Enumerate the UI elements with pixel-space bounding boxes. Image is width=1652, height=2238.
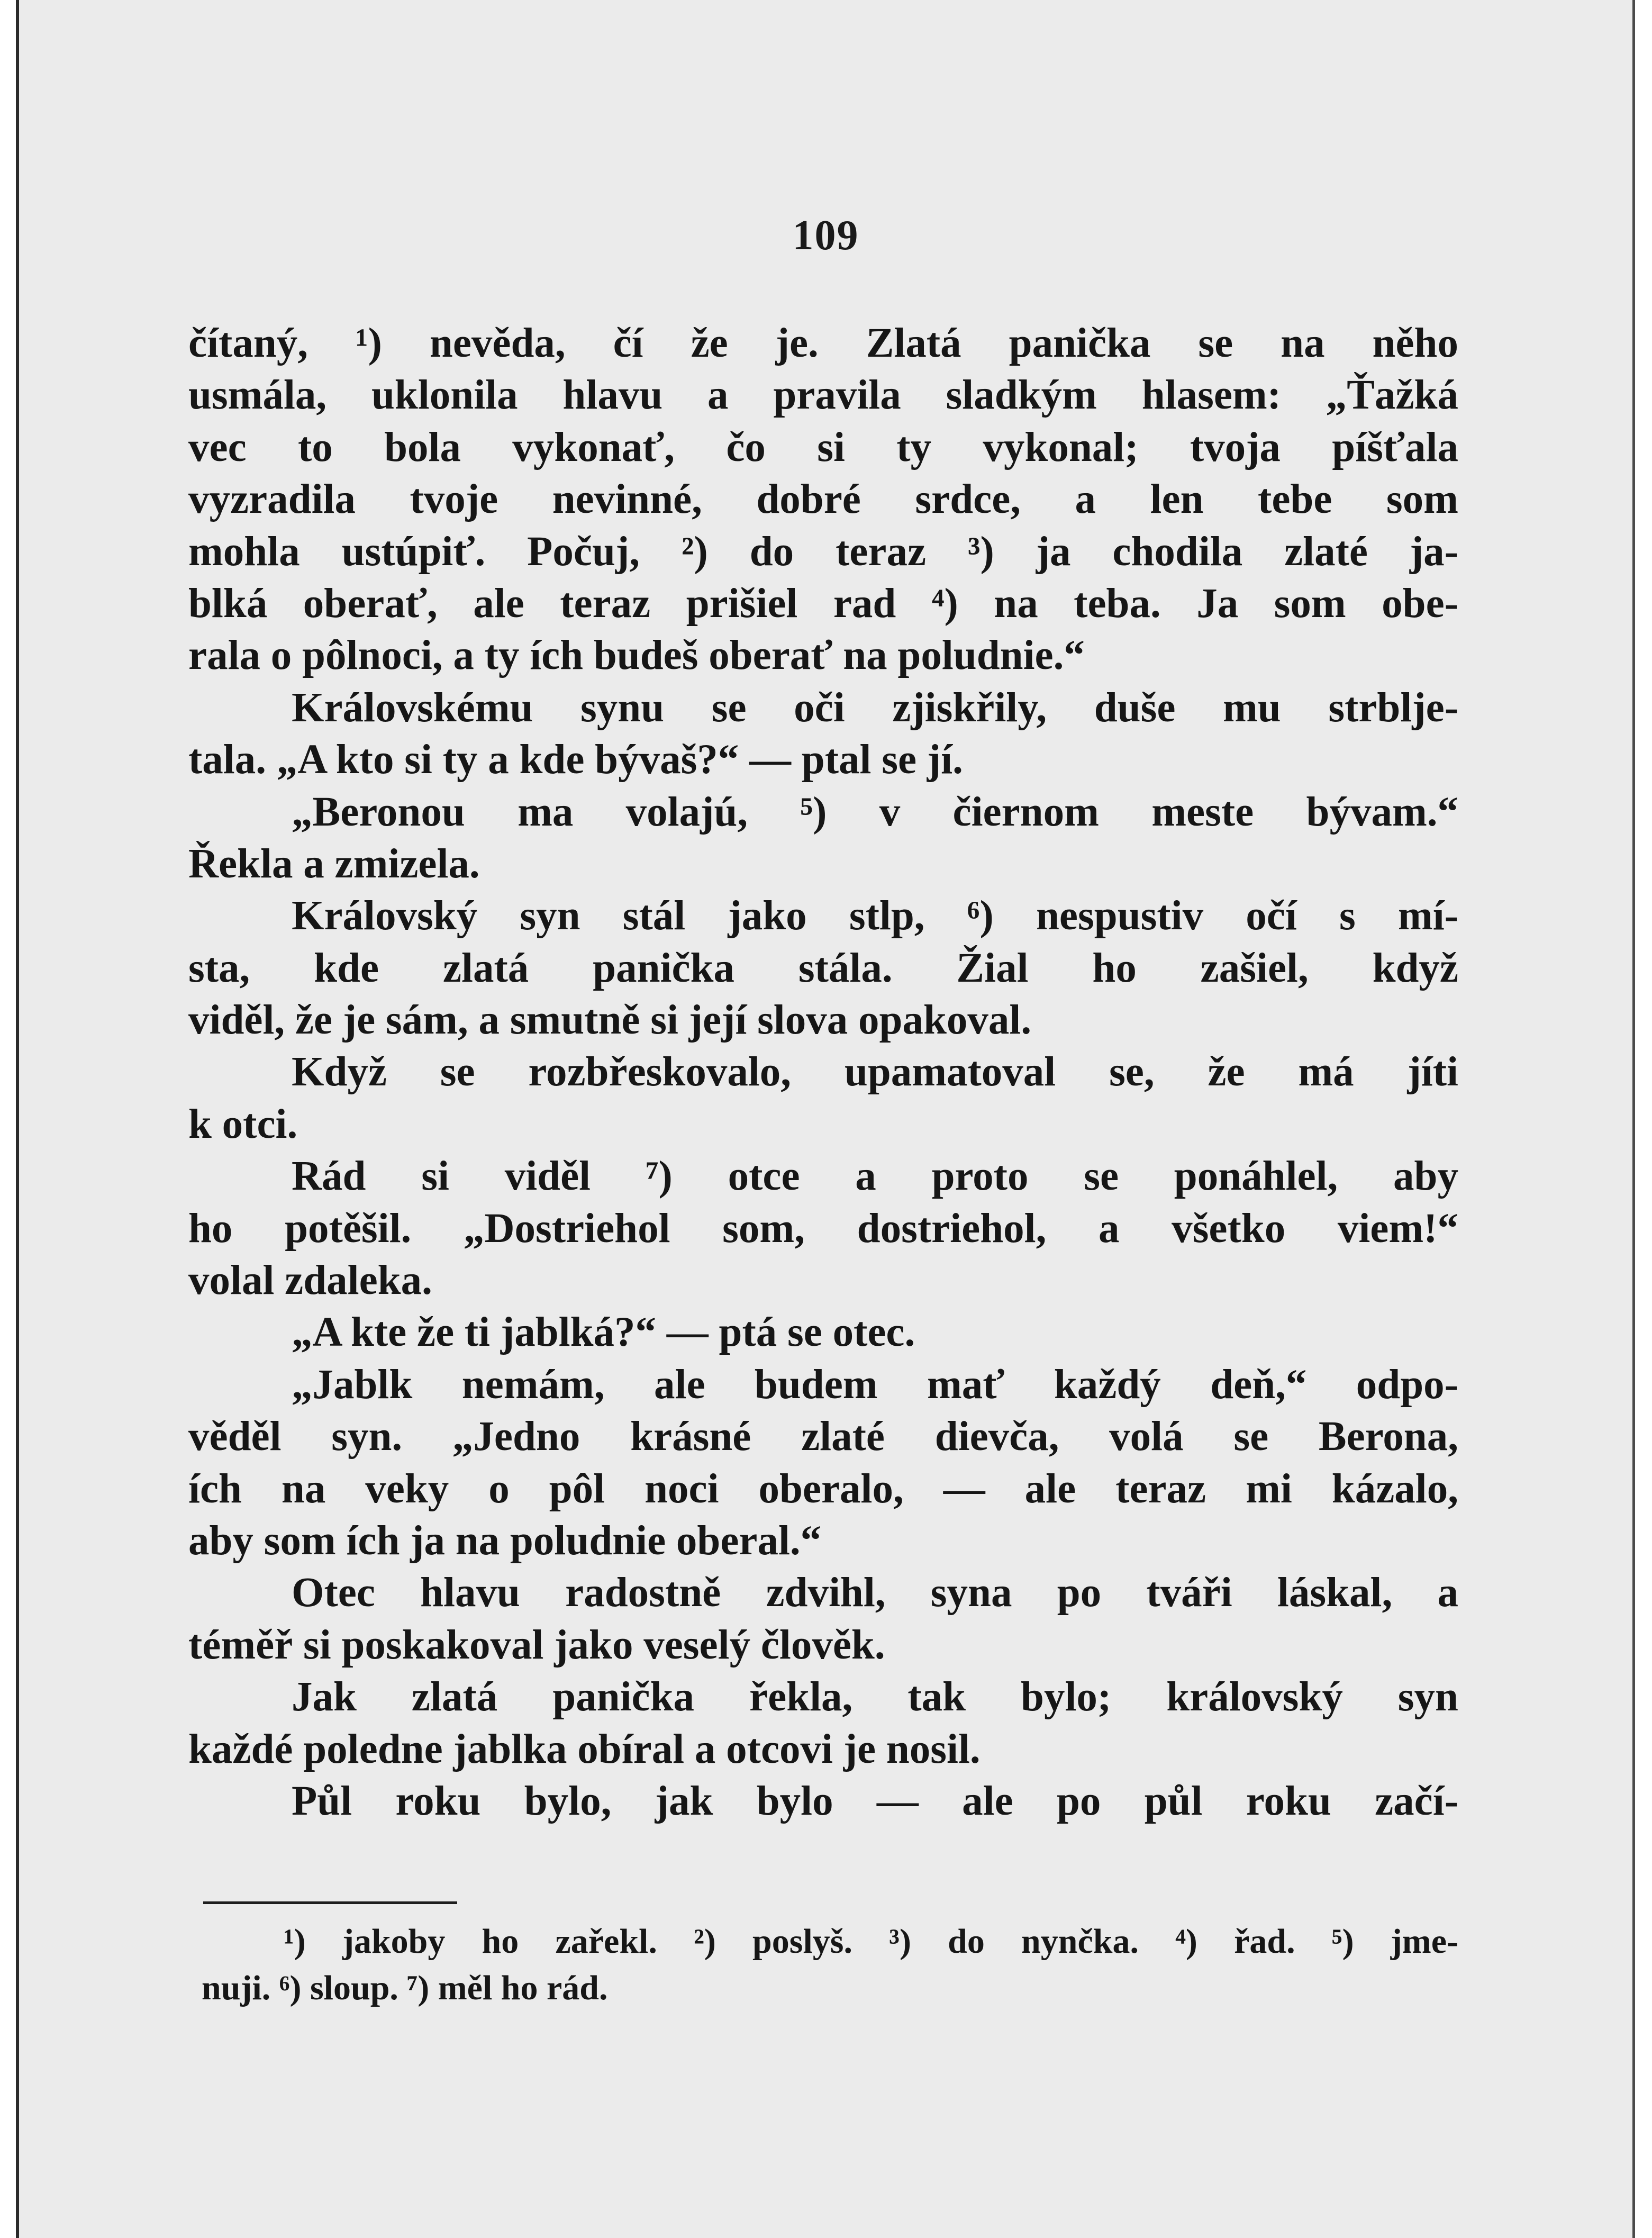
text-line: viděl, že je sám, a smutně si její slova opakoval. <box>188 997 1032 1044</box>
text-line: Královský syn stál jako stlp, ⁶) nespustiv očí s mí- <box>292 893 1458 939</box>
text-line: sta, kde zlatá panička stála. Žial ho zašiel, když <box>188 945 1458 991</box>
text-line: vec to bola vykonať, čo si ty vykonal; tvoja píšťala <box>188 424 1458 470</box>
text-line: věděl syn. „Jedno krásné zlaté dievča, volá se Berona, <box>188 1414 1458 1460</box>
text-line: k otci. <box>188 1101 298 1147</box>
text-line: téměř si poskakoval jako veselý člověk. <box>188 1621 885 1668</box>
text-line: mohla ustúpiť. Počuj, ²) do teraz ³) ja chodila zlaté ja- <box>188 528 1458 575</box>
footnote-line: nuji. ⁶) sloup. ⁷) měl ho rád. <box>202 1969 608 2007</box>
footnote-divider <box>203 1901 457 1904</box>
footnote-line: ¹) jakoby ho zařekl. ²) poslyš. ³) do nynčka. ⁴) řad. ⁵) jme- <box>284 1922 1458 1961</box>
footnotes <box>202 1918 1458 2012</box>
text-line: „Beronou ma volajú, ⁵) v čiernom meste bývam.“ <box>292 789 1458 835</box>
text-line: Řekla a zmizela. <box>188 840 480 887</box>
text-line: ho potěšil. „Dostriehol som, dostriehol, a všetko viem!“ <box>188 1205 1458 1252</box>
text-line: Královskému synu se oči zjiskřily, duše mu strblje- <box>292 684 1458 731</box>
text-line: „A kte že ti jablká?“ — ptá se otec. <box>292 1309 915 1356</box>
text-line: ích na veky o pôl noci oberalo, — ale teraz mi kázalo, <box>188 1465 1458 1512</box>
body-text <box>188 318 1458 1827</box>
text-line: Jak zlatá panička řekla, tak bylo; královský syn <box>292 1674 1458 1720</box>
text-line: aby som ích ja na poludnie oberal.“ <box>188 1517 822 1564</box>
book-page <box>16 0 1635 2238</box>
text-line: tala. „A kto si ty a kde bývaš?“ — ptal se jí. <box>188 737 963 783</box>
text-line: Rád si viděl ⁷) otce a proto se ponáhlel, aby <box>292 1153 1458 1200</box>
text-line: Otec hlavu radostně zdvihl, syna po tváři láskal, a <box>292 1570 1458 1616</box>
text-line: čítaný, ¹) nevěda, čí že je. Zlatá panička se na něho <box>188 320 1458 366</box>
text-line: vyzradila tvoje nevinné, dobré srdce, a len tebe som <box>188 476 1458 523</box>
text-line: Když se rozbřeskovalo, upamatoval se, že má jíti <box>292 1049 1458 1095</box>
text-line: usmála, uklonila hlavu a pravila sladkým hlasem: „Ťažká <box>188 372 1458 419</box>
text-line: každé poledne jablka obíral a otcovi je nosil. <box>188 1726 981 1772</box>
text-line: volal zdaleka. <box>188 1257 432 1304</box>
text-line: „Jablk nemám, ale budem mať každý deň,“ odpo- <box>292 1361 1458 1408</box>
page-number: 109 <box>792 212 859 259</box>
text-line: rala o pôlnoci, a ty ích budeš oberať na poludnie.“ <box>188 632 1085 679</box>
text-line: blká oberať, ale teraz prišiel rad ⁴) na teba. Ja som obe- <box>188 580 1458 627</box>
text-line: Půl roku bylo, jak bylo — ale po půl roku začí- <box>292 1778 1458 1824</box>
